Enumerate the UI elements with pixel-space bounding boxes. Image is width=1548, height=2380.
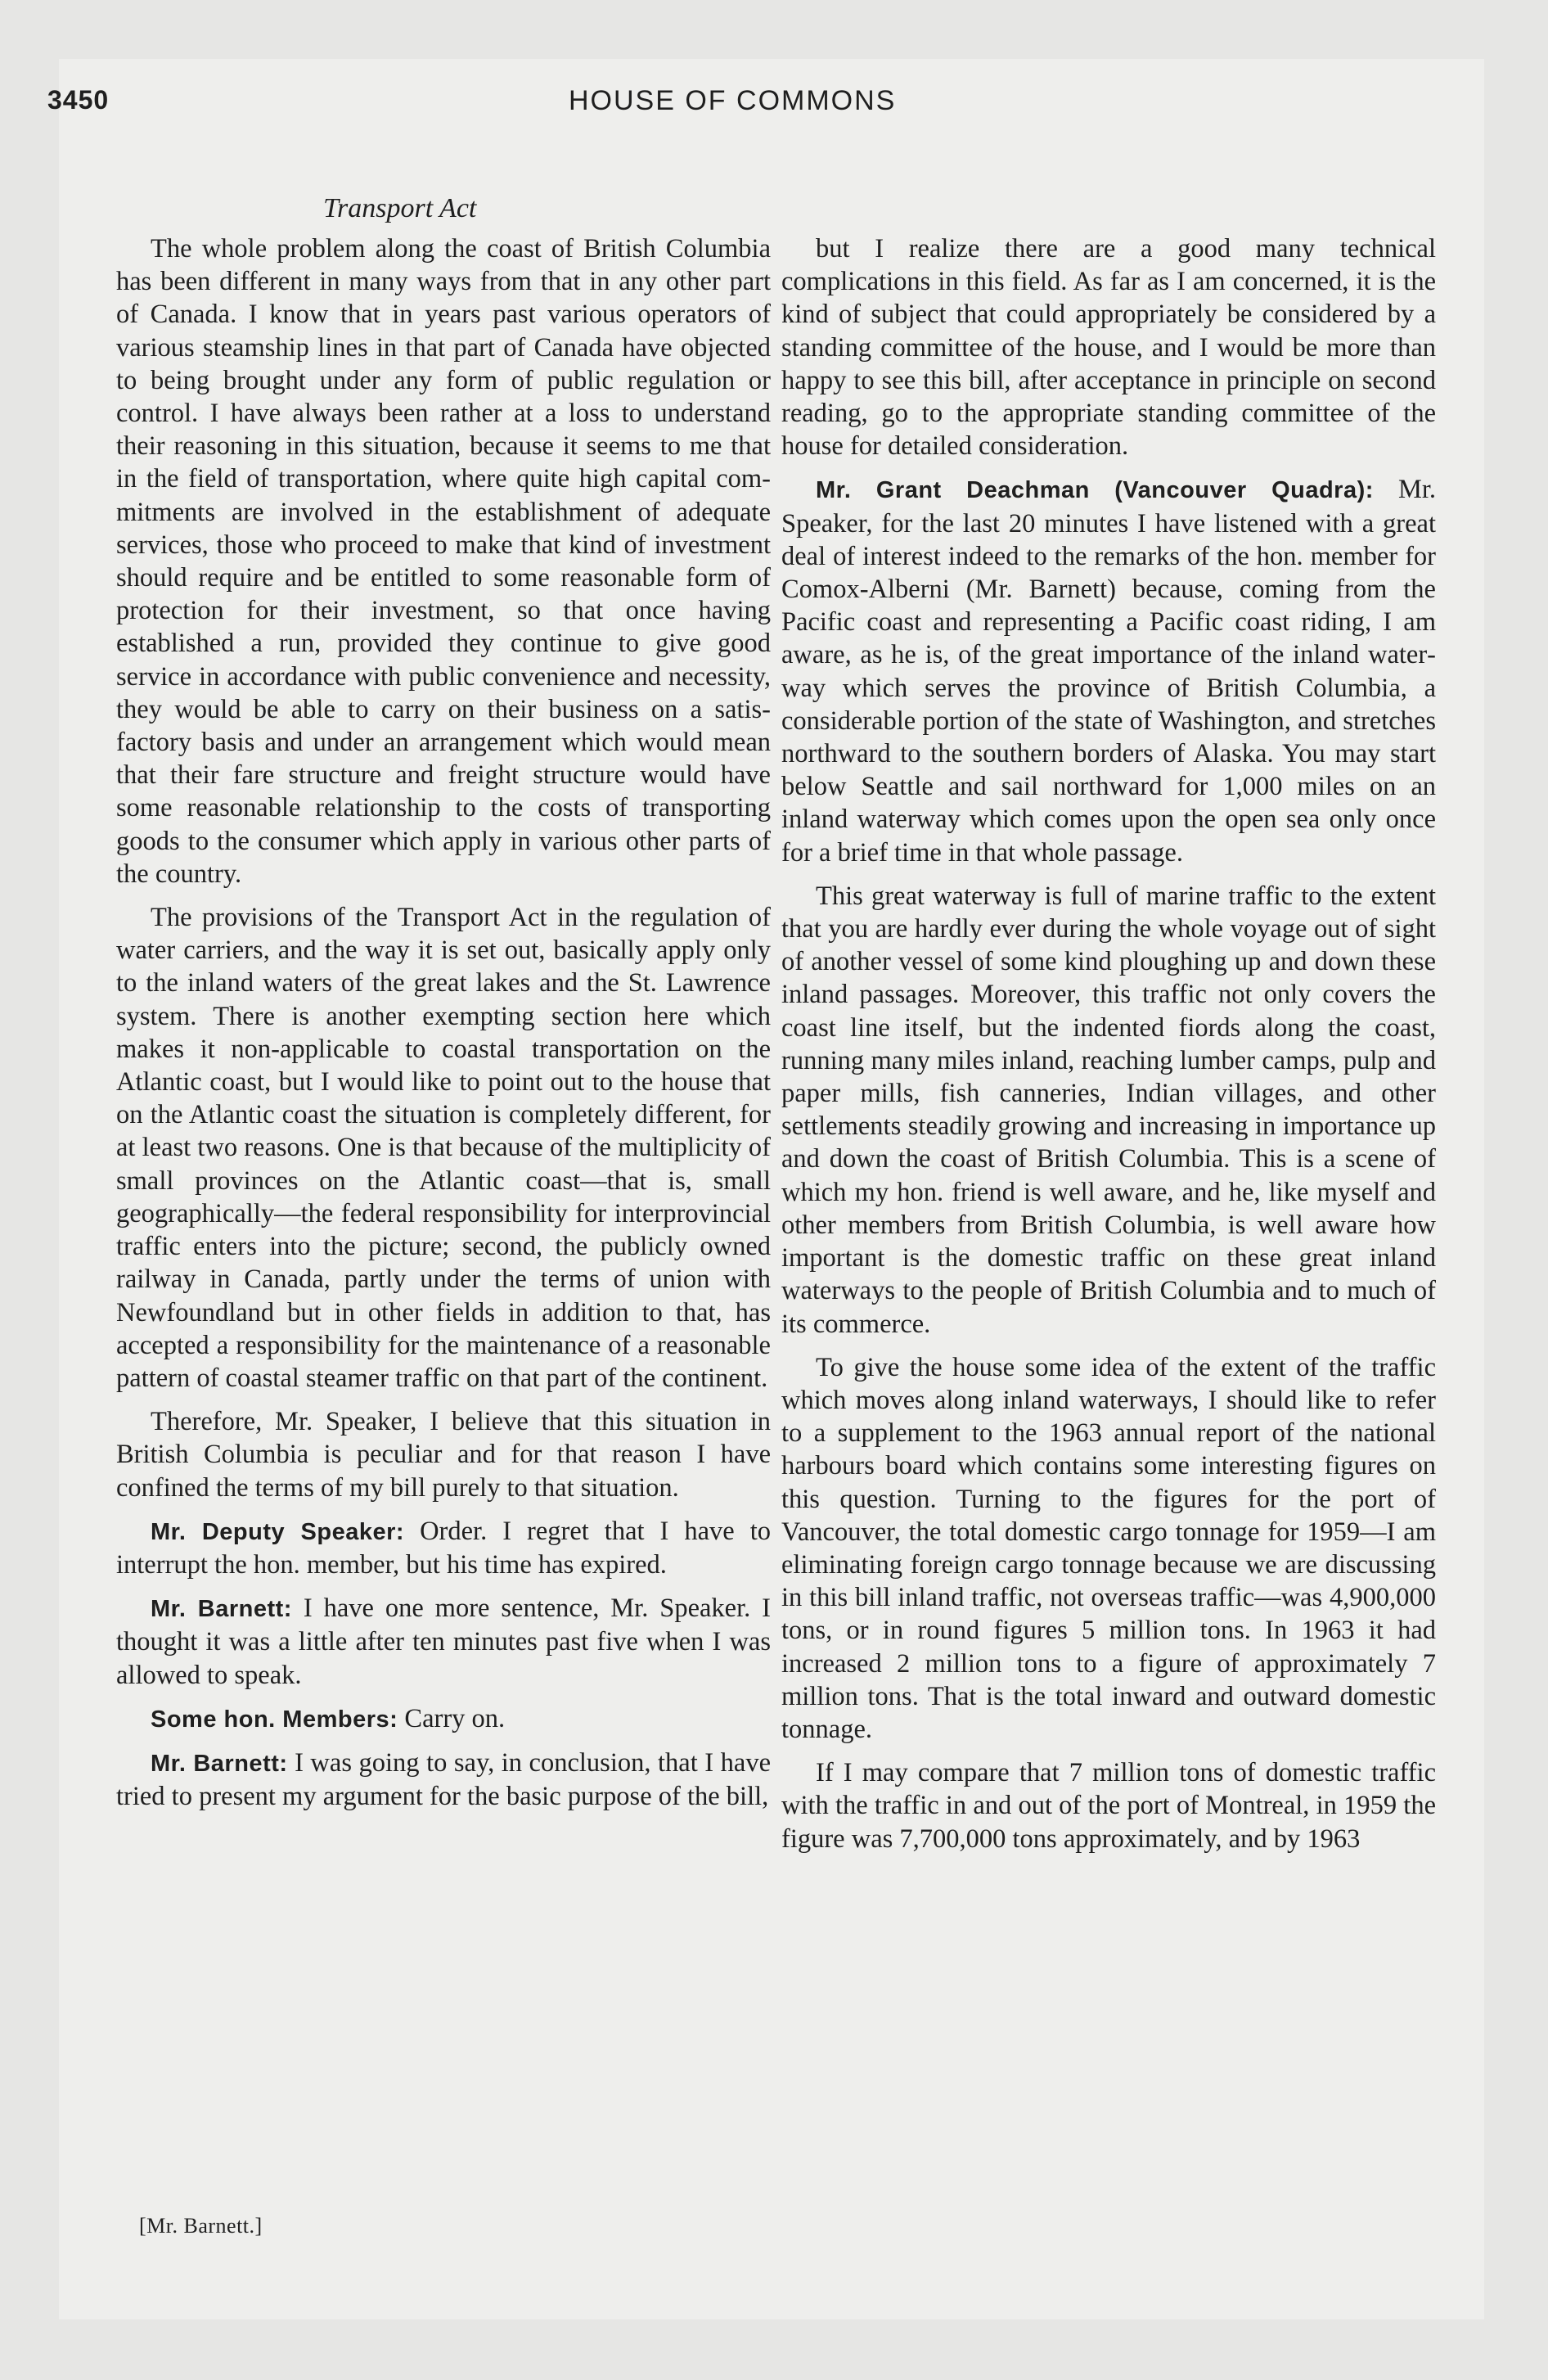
speaker-name: Mr. Deputy Speaker: <box>151 1518 405 1545</box>
paragraph <box>781 1351 1436 1746</box>
paragraph <box>116 1405 771 1504</box>
section-subtitle: Transport Act <box>323 193 477 223</box>
paragraph-text: If I may compare that 7 million tons of domestic traffic with the traffic in and out of the port of Montreal, in 1959 the figure was 7,700,000 tons approximately, and by 1963 <box>781 1758 1436 1854</box>
speaker-attribution: [Mr. Barnett.] <box>139 2214 263 2238</box>
paragraph <box>116 1592 771 1692</box>
paragraph <box>781 232 1436 462</box>
page-number: 3450 <box>47 85 110 115</box>
paragraph-text: The whole problem along the coast of British Columbia has been different in many ways from that in any other part of Canada. I know that in years past various operators of various steamship lines in that part of Canada have objected to being brought under any form of public regulation or control. I have always been rather at a loss to understand their reasoning in this situation, because it seems to me that in the field of transportation, where quite high capital commitments are involved in the establishment of adequate services, those who proceed to make that kind of investment should require and be entitled to some reasonable form of protection for their investment, so that once having established a run, provided they continue to give good service in accordance with public convenience and necessity, they would be able to carry on their business on a satisfactory basis and under an arrangement which would mean that their fare structure and freight structure would have some reasonable relationship to the costs of transporting goods to the consumer which apply in various other parts of the country. <box>116 234 771 889</box>
left-column <box>116 232 771 1823</box>
paragraph <box>781 473 1436 868</box>
right-column <box>781 232 1436 1866</box>
paragraph <box>116 232 771 890</box>
paragraph <box>116 1515 771 1581</box>
speaker-name: Mr. Barnett: <box>151 1750 288 1777</box>
paragraph <box>116 1747 771 1813</box>
speaker-name: Mr. Grant Deachman (Vancouver Quadra): <box>816 477 1374 504</box>
paragraph <box>781 880 1436 1341</box>
paragraph <box>781 1756 1436 1855</box>
paragraph-text: This great waterway is full of marine traffic to the extent that you are hardly ever during the whole voyage out of sight of another vessel of some kind ploughing up and down these inland passages. Moreover, this traffic not only covers the coast line itself, but the indented fiords along the coast, running many miles inland, reaching lumber camps, pulp and paper mills, fish canneries, Indian villages, and other settlements steadily growing and increasing in importance up and down the coast of British Columbia. This is a scene of which my hon. friend is well aware, and he, like myself and other members from British Columbia, is well aware how important is the domestic traffic on these great inland waterways to the people of British Columbia and to much of its commerce. <box>781 881 1436 1339</box>
paragraph-text: The provisions of the Transport Act in the regulation of water carriers, and the way it is set out, basically apply only to the inland waters of the great lakes and the St. Lawrence system. There is another exempting section here which makes it non-applicable to coastal transportation on the Atlantic coast, but I would like to point out to the house that on the Atlantic coast the situation is completely different, for at least two reasons. One is that because of the multiplicity of small provinces on the Atlantic coast—that is, small geographically—the federal responsibility for interprovincial traffic enters into the picture; second, the publicly owned railway in Canada, partly under the terms of union with Newfoundland but in other fields in addition to that, has accepted a responsibility for the maintenance of a reasonable pattern of coastal steamer traffic on that part of the continent. <box>116 903 771 1393</box>
paragraph <box>116 1702 771 1736</box>
paragraph-text: but I realize there are a good many technical complications in this field. As far as I am concerned, it is the kind of subject that could appropriately be considered by a standing committee of the house, and I would be more than happy to see this bill, after acceptance in principle on second reading, go to the appropriate standing committee of the house for detailed consideration. <box>781 234 1436 462</box>
paragraph-text: Mr. Speaker, for the last 20 minutes I have listened with a great deal of interest indeed to the remarks of the hon. member for Comox-Alberni (Mr. Barnett) because, coming from the Pacific coast and representing a Pacific coast riding, I am aware, as he is, of the great importance of the inland waterway which serves the province of British Columbia, a considerable portion of the state of Washington, and stretches northward to the southern borders of Alaska. You may start below Seattle and sail northward for 1,000 miles on an inland waterway which comes upon the open sea only once for a brief time in that whole passage. <box>781 475 1437 868</box>
paragraph <box>116 901 771 1395</box>
page-header <box>47 85 1455 134</box>
running-head: HOUSE OF COMMONS <box>569 85 897 116</box>
paragraph-text: I have one more sentence, Mr. Speaker. I thought it was a little after ten minutes past five when I was allowed to speak. <box>116 1593 771 1690</box>
paragraph-text: I was going to say, in conclusion, that I have tried to present my argument for the basic purpose of the bill, <box>116 1747 771 1812</box>
speaker-name: Some hon. Members: <box>151 1706 398 1733</box>
paragraph-text: Carry on. <box>404 1703 506 1733</box>
paragraph-text: To give the house some idea of the extent of the traffic which moves along inland waterways, I should like to refer to a supplement to the 1963 annual report of the national harbours board which contains some interesting figures on this question. Turning to the figures for the port of Vancouver, the total domestic cargo tonnage for 1959—I am eliminating foreign cargo tonnage because we are discussing in this bill inland traffic, not overseas traffic—was 4,900,000 tons, or in round figures 5 million tons. In 1963 it had increased 2 million tons to a figure of approximately 7 million tons. That is the total inward and outward domestic tonnage. <box>781 1352 1436 1744</box>
speaker-name: Mr. Barnett: <box>151 1596 292 1623</box>
paragraph-text: Order. I regret that I have to interrupt the hon. member, but his time has expired. <box>116 1516 771 1580</box>
paragraph-text: Therefore, Mr. Speaker, I believe that this situation in British Columbia is peculiar and for that reason I have confined the terms of my bill purely to that situation. <box>116 1407 771 1503</box>
